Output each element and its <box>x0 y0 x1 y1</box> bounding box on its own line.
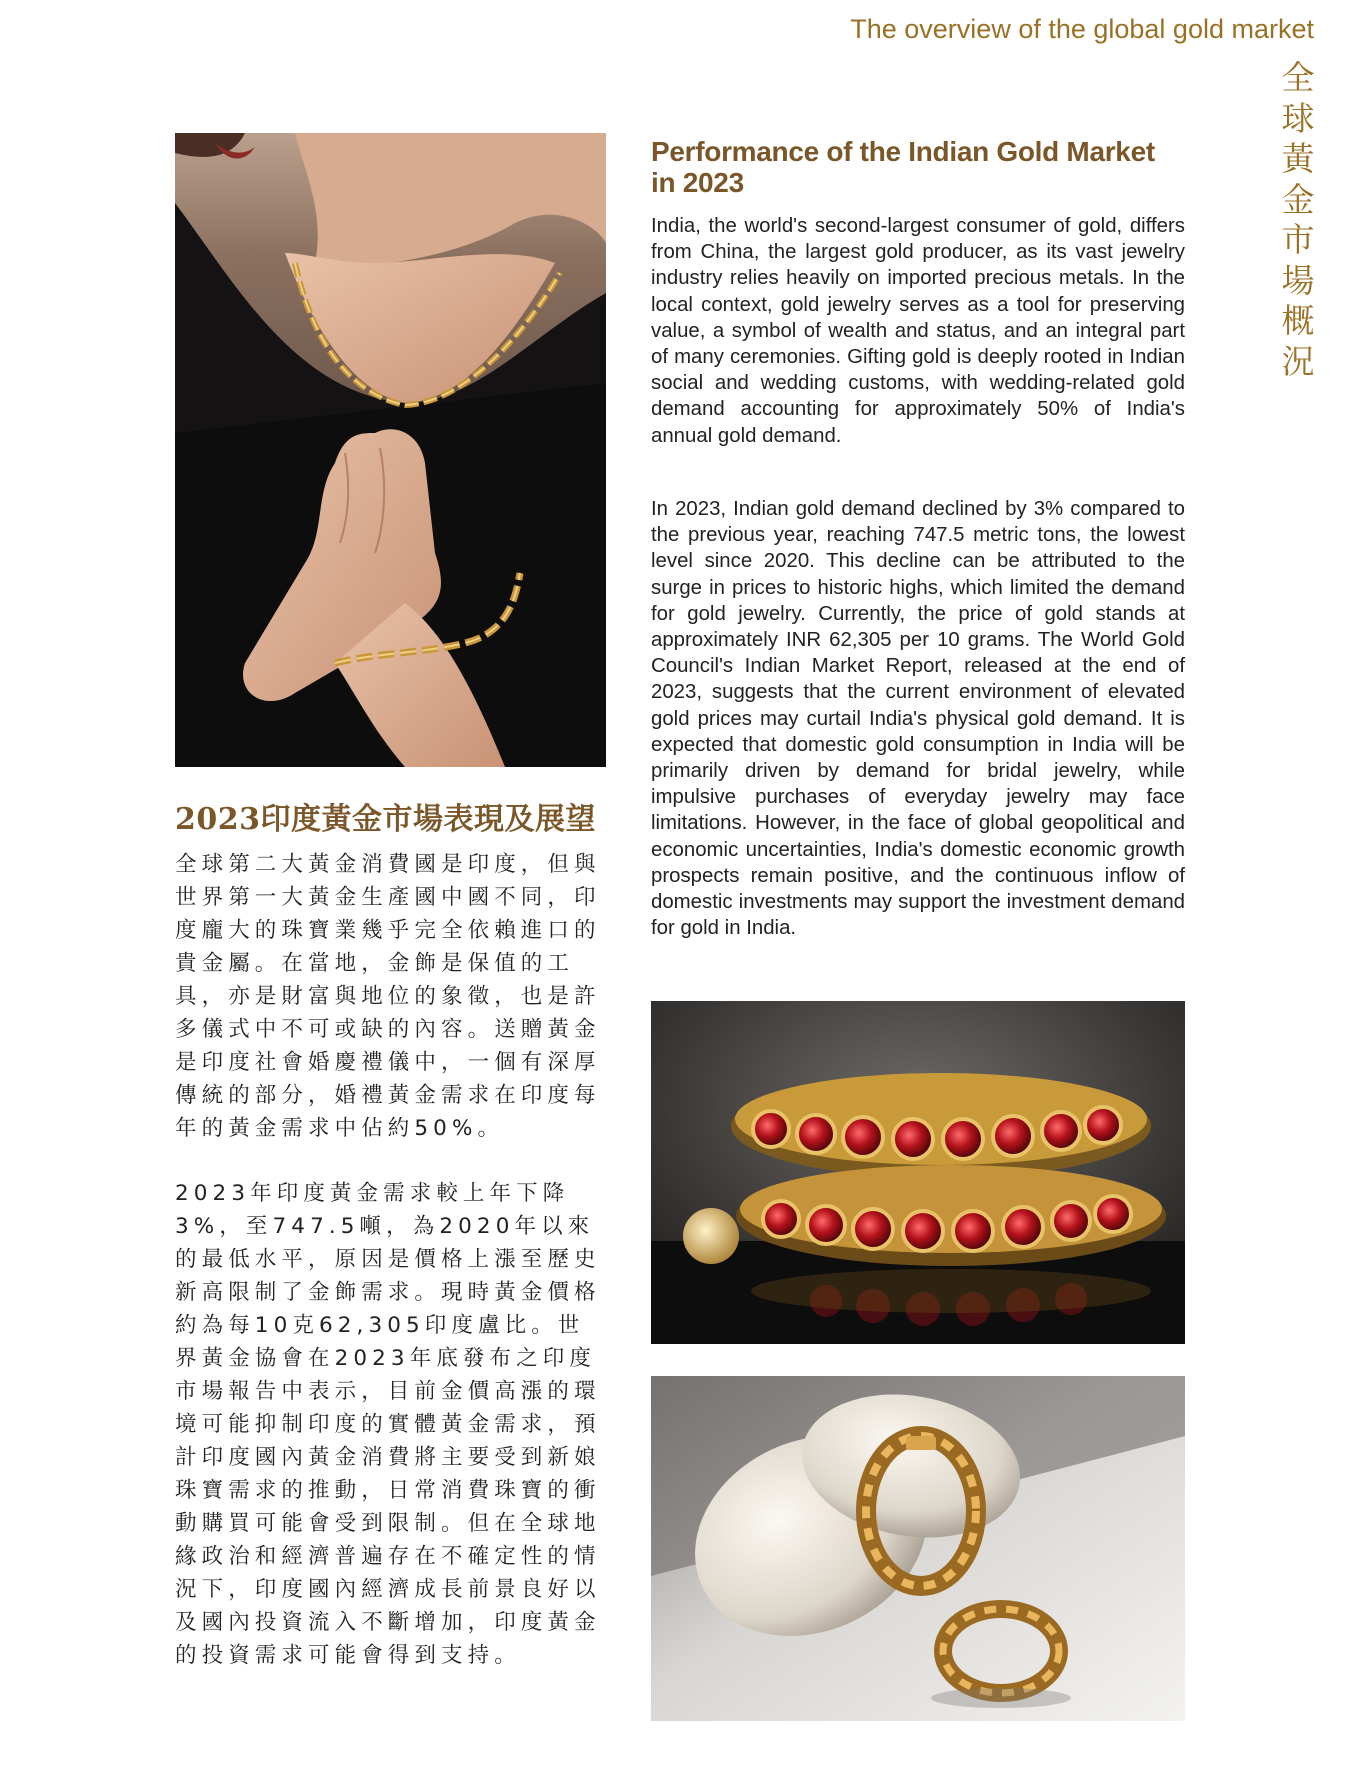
chinese-heading: 2023印度黃金市場表現及展望 <box>175 802 596 837</box>
vertical-title-char: 球 <box>1281 98 1315 138</box>
vertical-title-char: 全 <box>1281 58 1315 97</box>
section-title: The overview of the global gold market <box>850 14 1314 44</box>
necklace-photo <box>175 133 606 767</box>
vertical-title-char: 金 <box>1281 179 1315 219</box>
chinese-paragraph-2: 2023年印度黃金需求較上年下降3%，至747.5噸，為2020年以來的最低水平，原因是價格上漲至歷史新高限制了金飾需求。現時黃金價格約為每10克62,305印度盧比。世界黃金協會在2023年底發布之印度市場報告中表示，目前金價高漲的環境可能抑制印度的實體黃金需求，預計印度國內黃金消費將主要受到新娘珠寶需求的推動，日常消費珠寶的衝動購買可能會受到限制。但在全球地緣政治和經濟普遍存在不確定性的情況下，印度國內經濟成長前景良好以及國內投資流入不斷增加，印度黃金的投資需求可能會得到支持。 <box>175 1181 601 1668</box>
vertical-title-char: 場 <box>1281 260 1315 300</box>
vertical-title-char: 黃 <box>1281 139 1315 178</box>
english-heading: Performance of the Indian Gold Market in 2023 <box>651 136 1155 198</box>
earrings-photo <box>651 1376 1185 1721</box>
vertical-title-char: 市 <box>1281 220 1315 259</box>
english-paragraph-2: In 2023, Indian gold demand declined by 3% compared to the previous year, reaching 747.5 metric tons, the lowest level since 2020. This decline can be attributed to the surge in prices to historic highs, which limited the demand for gold jewelry. Currently, the price of gold stands at approximately INR 62,305 per 10 grams. The World Gold Council's Indian Market Report, released at the end of 2023, suggests that the current environment of elevated gold prices may curtail India's physical gold demand. It is expected that domestic gold consumption in India will be primarily driven by demand for bridal jewelry, while impulsive purchases of everyday jewelry may face limitations. However, in the face of global geopolitical and economic uncertainties, India's domestic economic growth prospects remain positive, and the continuous inflow of domestic investments may support the investment demand for gold in India. <box>651 498 1185 940</box>
vertical-chinese-title <box>1278 58 1318 382</box>
english-paragraph-1: India, the world's second-largest consumer of gold, differs from China, the largest gold producer, as its vast jewelry industry relies heavily on imported precious metals. In the local context, gold jewelry serves as a tool for preserving value, a symbol of wealth and status, and an integral part of many ceremonies. Gifting gold is deeply rooted in Indian social and wedding customs, with wedding-related gold demand accounting for approximately 50% of India's annual gold demand. <box>651 215 1185 447</box>
chinese-paragraph-1: 全球第二大黃金消費國是印度，但與世界第一大黃金生產國中國不同，印度龐大的珠寶業幾乎完全依賴進口的貴金屬。在當地，金飾是保值的工具，亦是財富與地位的象徵，也是許多儀式中不可或缺的內容。送贈黃金是印度社會婚慶禮儀中，一個有深厚傳統的部分，婚禮黃金需求在印度每年的黃金需求中佔約50%。 <box>175 852 601 1141</box>
vertical-title-char: 概 <box>1281 301 1315 340</box>
vertical-title-char: 況 <box>1281 341 1315 381</box>
bangles-photo <box>651 1001 1185 1344</box>
